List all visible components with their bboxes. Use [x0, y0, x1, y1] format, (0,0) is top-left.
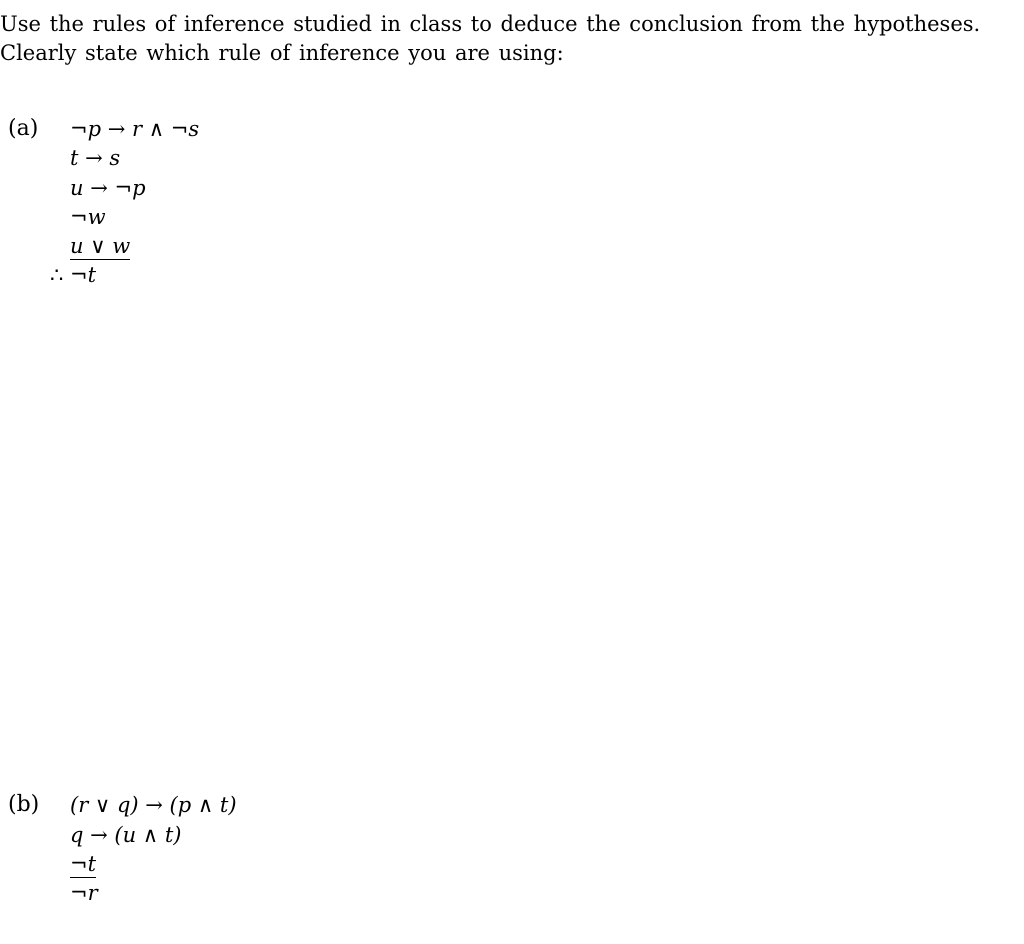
problem-a-conclusion: ¬t: [70, 263, 97, 287]
problem-a-label: (a): [8, 116, 39, 141]
problem-b-hypothesis-2: q → (u ∧ t): [70, 823, 182, 847]
problem-a-hypothesis-3: u → ¬p: [70, 176, 146, 200]
problem-b-hypothesis-3: [70, 851, 96, 877]
problem-b-hypothesis-3-text: ¬t: [70, 852, 97, 876]
instructions-line-1: Use the rules of inference studied in class to deduce the conclusion from the hypotheses.: [0, 12, 981, 36]
therefore-symbol: ∴: [50, 263, 64, 287]
problem-a-hypothesis-1: ¬p → r ∧ ¬s: [70, 117, 200, 141]
problem-b-hypothesis-1: (r ∨ q) → (p ∧ t): [70, 793, 237, 817]
instructions-line-2: Clearly state which rule of inference you are using:: [0, 41, 564, 65]
problem-a-hypothesis-5: [70, 233, 130, 259]
instructions: [0, 10, 1010, 68]
problem-b-conclusion: ¬r: [70, 881, 98, 905]
problem-a-hypothesis-5-text: u ∨ w: [70, 234, 131, 258]
problem-b-label: (b): [8, 792, 40, 817]
problem-a-hypothesis-2: t → s: [70, 146, 121, 170]
problem-a-hypothesis-4: ¬w: [70, 205, 106, 229]
